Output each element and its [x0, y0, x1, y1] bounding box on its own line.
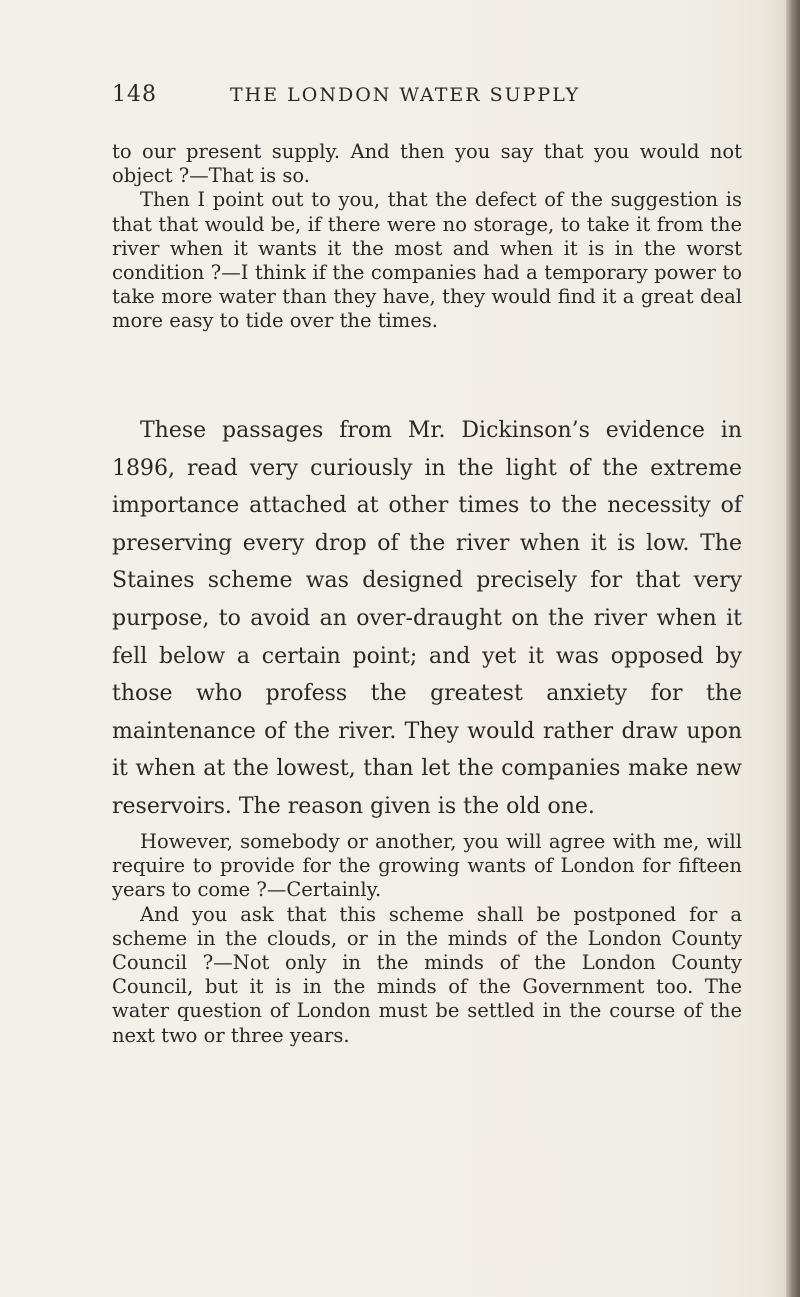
evidence-excerpt-2 [112, 830, 742, 1048]
running-head [112, 82, 752, 112]
paragraph: However, somebody or another, you will agree with me, will require to provide for the growing wants of London for fifteen years to come ?—Certainly. [112, 830, 742, 902]
paragraph: These passages from Mr. Dickinson’s evidence in 1896, read very curiously in the light of the extreme importance attached at other times to the necessity of preserving every drop of the river when it is low. The Staines scheme was designed precisely for that very purpose, to avoid an over-draught on the river when it fell below a certain point; and yet it was opposed by those who profess the greatest anxiety for the maintenance of the river. They would rather draw upon it when at the lowest, than let the companies make new reservoirs. The reason given is the old one. [112, 418, 742, 819]
evidence-excerpt-1 [112, 140, 742, 334]
page-number: 148 [112, 82, 157, 107]
commentary-block [112, 412, 742, 826]
page-edge-shadow [786, 0, 800, 1297]
paragraph: Then I point out to you, that the defect of the suggestion is that that would be, if there were no storage, to take it from the river when it wants it the most and when it is in the worst condition ?—I think if the companies had a temporary power to take more water than they have, they would find it a great deal more easy to tide over the times. [112, 188, 742, 333]
running-title: THE LONDON WATER SUPPLY [230, 84, 581, 106]
paragraph: And you ask that this scheme shall be postponed for a scheme in the clouds, or in the minds of the London County Council ?—Not only in the minds of the London County Council, but it is in the minds of the Government too. The water question of London must be settled in the course of the next two or three years. [112, 902, 742, 1047]
paragraph: to our present supply. And then you say that you would not object ?—That is so. [112, 140, 742, 188]
